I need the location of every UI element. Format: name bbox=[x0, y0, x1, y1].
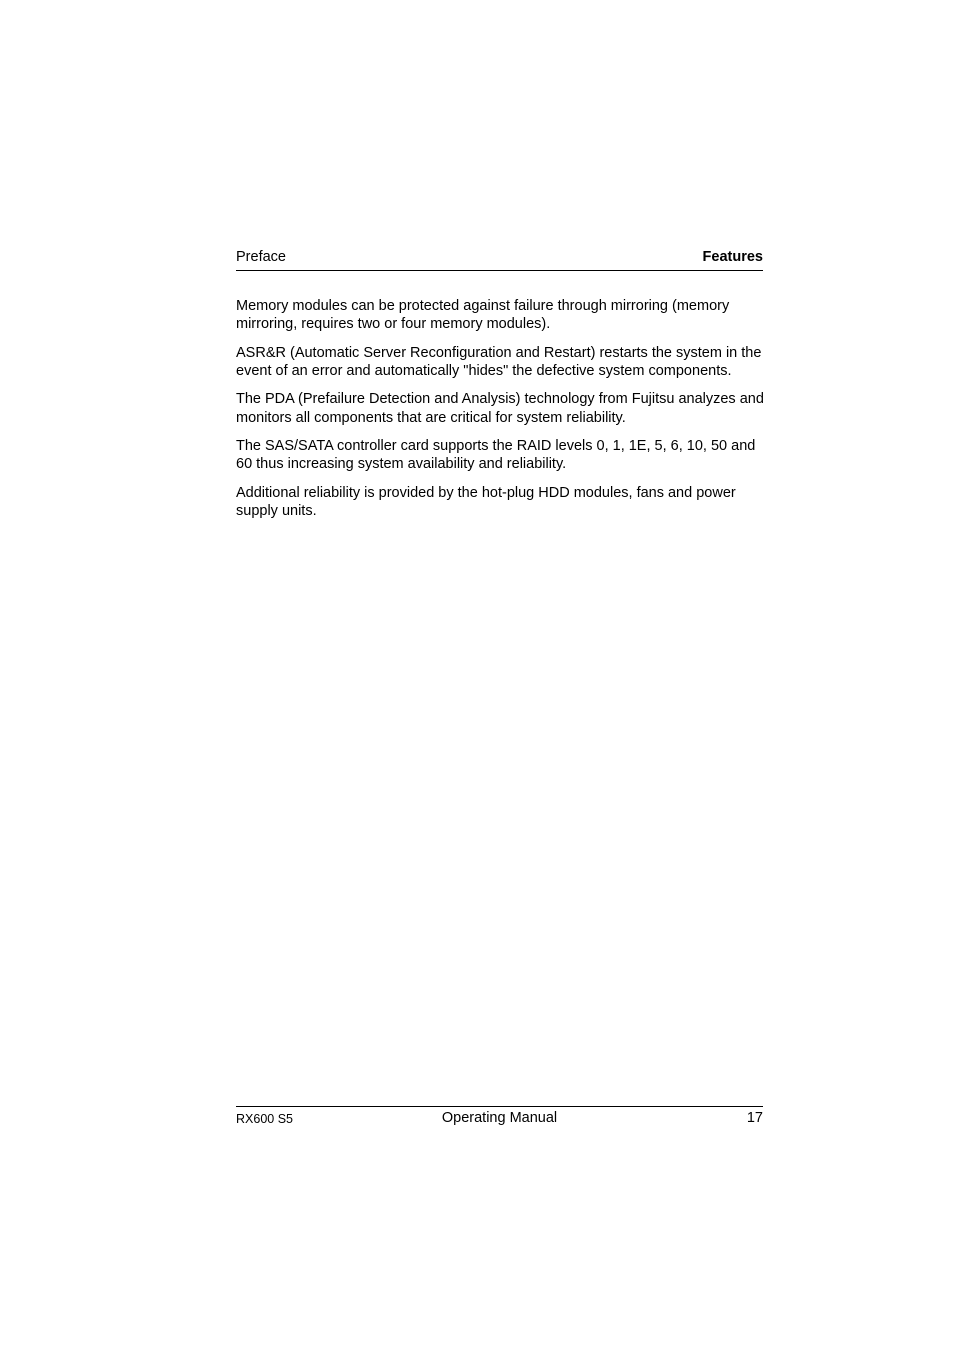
page-header bbox=[236, 248, 763, 271]
header-title: Features bbox=[702, 249, 763, 265]
body-text bbox=[236, 297, 766, 531]
paragraph-pda: The PDA (Prefailure Detection and Analysis) technology from Fujitsu analyzes and monitors all components that are critical for system reliability. bbox=[236, 391, 764, 426]
footer-document-title: Operating Manual bbox=[441, 1110, 558, 1126]
paragraph-asr: ASR&R (Automatic Server Reconfiguration and Restart) restarts the system in the event of an error and automatically "hides" the defective system components. bbox=[236, 344, 762, 379]
paragraph-raid: The SAS/SATA controller card supports the RAID levels 0, 1, 1E, 5, 6, 10, 50 and 60 thus increasing system availability and reliability. bbox=[236, 438, 756, 473]
header-section: Preface bbox=[236, 249, 286, 265]
page-number: 17 bbox=[746, 1110, 763, 1126]
footer-product: RX600 S5 bbox=[236, 1112, 293, 1126]
paragraph-memory-mirroring: Memory modules can be protected against failure through mirroring (memory mirroring, requires two or four memory modules). bbox=[236, 298, 730, 333]
page-footer bbox=[236, 1106, 763, 1131]
paragraph-hot-plug: Additional reliability is provided by the hot-plug HDD modules, fans and power supply units. bbox=[236, 484, 736, 520]
